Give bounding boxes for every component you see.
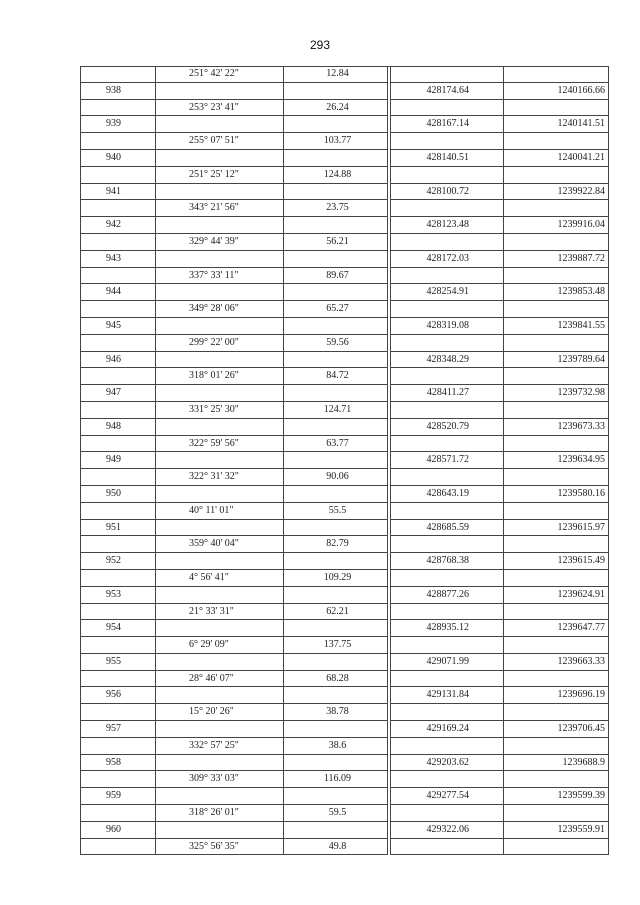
northing-cell: 1239599.39 <box>504 788 609 805</box>
distance-cell <box>284 318 388 335</box>
northing-cell: 1239673.33 <box>504 419 609 436</box>
bearing-cell: 325° 56' 35" <box>156 839 284 856</box>
northing-cell <box>504 536 609 553</box>
northing-cell <box>504 436 609 453</box>
bearing-cell: 343° 21' 56" <box>156 200 284 217</box>
bearing-cell <box>156 486 284 503</box>
distance-cell <box>284 452 388 469</box>
point-number-cell <box>80 503 156 520</box>
northing-cell: 1239663.33 <box>504 654 609 671</box>
table-row <box>80 436 609 453</box>
table-row <box>80 755 609 772</box>
bearing-cell <box>156 755 284 772</box>
northing-cell <box>504 200 609 217</box>
point-number-cell <box>80 704 156 721</box>
northing-cell: 1239624.91 <box>504 587 609 604</box>
easting-cell <box>390 839 504 856</box>
northing-cell <box>504 570 609 587</box>
bearing-cell: 40° 11' 01" <box>156 503 284 520</box>
bearing-cell: 15° 20' 26" <box>156 704 284 721</box>
distance-cell <box>284 687 388 704</box>
northing-cell <box>504 469 609 486</box>
distance-cell <box>284 788 388 805</box>
point-number-cell: 944 <box>80 284 156 301</box>
survey-coordinate-table <box>80 66 609 855</box>
bearing-cell <box>156 721 284 738</box>
table-row <box>80 805 609 822</box>
easting-cell <box>390 66 504 83</box>
northing-cell <box>504 771 609 788</box>
easting-cell <box>390 704 504 721</box>
table-row <box>80 200 609 217</box>
distance-cell: 109.29 <box>284 570 388 587</box>
easting-cell: 428685.59 <box>390 520 504 537</box>
northing-cell: 1239696.19 <box>504 687 609 704</box>
easting-cell: 428643.19 <box>390 486 504 503</box>
easting-cell <box>390 536 504 553</box>
easting-cell: 429169.24 <box>390 721 504 738</box>
northing-cell: 1239789.64 <box>504 352 609 369</box>
bearing-cell: 4° 56' 41" <box>156 570 284 587</box>
easting-cell <box>390 503 504 520</box>
northing-cell: 1240166.66 <box>504 83 609 100</box>
easting-cell <box>390 200 504 217</box>
point-number-cell: 939 <box>80 116 156 133</box>
bearing-cell: 251° 25' 12" <box>156 167 284 184</box>
northing-cell <box>504 167 609 184</box>
table-row <box>80 503 609 520</box>
table-row <box>80 133 609 150</box>
bearing-cell: 318° 01' 26" <box>156 368 284 385</box>
easting-cell <box>390 604 504 621</box>
bearing-cell <box>156 116 284 133</box>
distance-cell: 59.56 <box>284 335 388 352</box>
point-number-cell: 945 <box>80 318 156 335</box>
easting-cell: 429071.99 <box>390 654 504 671</box>
bearing-cell <box>156 217 284 234</box>
distance-cell: 124.88 <box>284 167 388 184</box>
point-number-cell <box>80 368 156 385</box>
table-row <box>80 167 609 184</box>
easting-cell: 428520.79 <box>390 419 504 436</box>
table-row <box>80 385 609 402</box>
table-row <box>80 570 609 587</box>
table-row <box>80 318 609 335</box>
bearing-cell: 322° 59' 56" <box>156 436 284 453</box>
bearing-cell <box>156 520 284 537</box>
point-number-cell <box>80 637 156 654</box>
distance-cell: 124.71 <box>284 402 388 419</box>
table-row <box>80 419 609 436</box>
point-number-cell: 955 <box>80 654 156 671</box>
distance-cell: 38.6 <box>284 738 388 755</box>
bearing-cell: 299° 22' 00" <box>156 335 284 352</box>
northing-cell: 1239580.16 <box>504 486 609 503</box>
point-number-cell: 947 <box>80 385 156 402</box>
northing-cell: 1239887.72 <box>504 251 609 268</box>
northing-cell: 1239559.91 <box>504 822 609 839</box>
northing-cell <box>504 268 609 285</box>
point-number-cell <box>80 469 156 486</box>
table-row <box>80 116 609 133</box>
easting-cell: 428348.29 <box>390 352 504 369</box>
northing-cell <box>504 66 609 83</box>
northing-cell <box>504 671 609 688</box>
easting-cell: 428319.08 <box>390 318 504 335</box>
northing-cell: 1239841.55 <box>504 318 609 335</box>
table-row <box>80 83 609 100</box>
distance-cell: 103.77 <box>284 133 388 150</box>
bearing-cell <box>156 654 284 671</box>
northing-cell <box>504 133 609 150</box>
point-number-cell <box>80 839 156 856</box>
distance-cell: 63.77 <box>284 436 388 453</box>
easting-cell: 428877.26 <box>390 587 504 604</box>
distance-cell <box>284 822 388 839</box>
distance-cell <box>284 385 388 402</box>
bearing-cell: 332° 57' 25" <box>156 738 284 755</box>
table-row <box>80 469 609 486</box>
table-row <box>80 486 609 503</box>
table-row <box>80 587 609 604</box>
easting-cell <box>390 402 504 419</box>
table-row <box>80 721 609 738</box>
easting-cell: 428768.38 <box>390 553 504 570</box>
distance-cell: 116.09 <box>284 771 388 788</box>
table-row <box>80 536 609 553</box>
table-row <box>80 520 609 537</box>
distance-cell <box>284 284 388 301</box>
table-row <box>80 771 609 788</box>
distance-cell <box>284 251 388 268</box>
bearing-cell <box>156 822 284 839</box>
bearing-cell <box>156 83 284 100</box>
distance-cell <box>284 520 388 537</box>
point-number-cell <box>80 570 156 587</box>
northing-cell <box>504 704 609 721</box>
point-number-cell: 950 <box>80 486 156 503</box>
table-row <box>80 788 609 805</box>
bearing-cell: 253° 23' 41" <box>156 100 284 117</box>
easting-cell: 428254.91 <box>390 284 504 301</box>
table-row <box>80 637 609 654</box>
distance-cell: 12.84 <box>284 66 388 83</box>
easting-cell <box>390 436 504 453</box>
point-number-cell <box>80 234 156 251</box>
northing-cell <box>504 335 609 352</box>
easting-cell: 428174.64 <box>390 83 504 100</box>
table-row <box>80 654 609 671</box>
easting-cell: 428167.14 <box>390 116 504 133</box>
northing-cell: 1239916.04 <box>504 217 609 234</box>
table-row <box>80 402 609 419</box>
table-row <box>80 839 609 856</box>
easting-cell: 428935.12 <box>390 620 504 637</box>
bearing-cell <box>156 620 284 637</box>
distance-cell <box>284 654 388 671</box>
table-row <box>80 100 609 117</box>
bearing-cell: 21° 33' 31" <box>156 604 284 621</box>
bearing-cell: 255° 07' 51" <box>156 133 284 150</box>
point-number-cell <box>80 200 156 217</box>
easting-cell <box>390 100 504 117</box>
easting-cell: 428571.72 <box>390 452 504 469</box>
point-number-cell: 951 <box>80 520 156 537</box>
table-row <box>80 66 609 83</box>
point-number-cell <box>80 604 156 621</box>
point-number-cell: 954 <box>80 620 156 637</box>
distance-cell: 59.5 <box>284 805 388 822</box>
easting-cell <box>390 671 504 688</box>
bearing-cell <box>156 553 284 570</box>
bearing-cell: 337° 33' 11" <box>156 268 284 285</box>
bearing-cell <box>156 150 284 167</box>
distance-cell <box>284 83 388 100</box>
bearing-cell: 329° 44' 39" <box>156 234 284 251</box>
point-number-cell: 943 <box>80 251 156 268</box>
easting-cell: 428411.27 <box>390 385 504 402</box>
point-number-cell <box>80 167 156 184</box>
northing-cell: 1239647.77 <box>504 620 609 637</box>
distance-cell: 137.75 <box>284 637 388 654</box>
easting-cell <box>390 771 504 788</box>
easting-cell: 429203.62 <box>390 755 504 772</box>
point-number-cell: 957 <box>80 721 156 738</box>
distance-cell: 55.5 <box>284 503 388 520</box>
table-row <box>80 553 609 570</box>
table-row <box>80 620 609 637</box>
northing-cell: 1239706.45 <box>504 721 609 738</box>
point-number-cell <box>80 335 156 352</box>
bearing-cell: 322° 31' 32" <box>156 469 284 486</box>
table-row <box>80 301 609 318</box>
point-number-cell <box>80 738 156 755</box>
northing-cell <box>504 805 609 822</box>
table-row <box>80 671 609 688</box>
bearing-cell <box>156 318 284 335</box>
bearing-cell: 318° 26' 01" <box>156 805 284 822</box>
northing-cell <box>504 301 609 318</box>
easting-cell <box>390 805 504 822</box>
distance-cell <box>284 587 388 604</box>
point-number-cell <box>80 133 156 150</box>
distance-cell <box>284 184 388 201</box>
bearing-cell <box>156 385 284 402</box>
easting-cell <box>390 268 504 285</box>
bearing-cell: 251° 42' 22" <box>156 66 284 83</box>
distance-cell <box>284 553 388 570</box>
distance-cell: 68.28 <box>284 671 388 688</box>
bearing-cell: 359° 40' 04" <box>156 536 284 553</box>
table-row <box>80 704 609 721</box>
northing-cell: 1239615.49 <box>504 553 609 570</box>
easting-cell <box>390 469 504 486</box>
easting-cell: 428100.72 <box>390 184 504 201</box>
table-row <box>80 352 609 369</box>
point-number-cell: 959 <box>80 788 156 805</box>
northing-cell <box>504 100 609 117</box>
bearing-cell: 28° 46' 07" <box>156 671 284 688</box>
point-number-cell <box>80 66 156 83</box>
easting-cell: 428140.51 <box>390 150 504 167</box>
easting-cell: 429277.54 <box>390 788 504 805</box>
bearing-cell: 6° 29' 09" <box>156 637 284 654</box>
distance-cell: 84.72 <box>284 368 388 385</box>
distance-cell: 82.79 <box>284 536 388 553</box>
distance-cell: 62.21 <box>284 604 388 621</box>
point-number-cell <box>80 671 156 688</box>
point-number-cell: 940 <box>80 150 156 167</box>
northing-cell: 1239615.97 <box>504 520 609 537</box>
northing-cell <box>504 503 609 520</box>
point-number-cell: 942 <box>80 217 156 234</box>
point-number-cell: 946 <box>80 352 156 369</box>
distance-cell: 23.75 <box>284 200 388 217</box>
bearing-cell <box>156 352 284 369</box>
page-number: 293 <box>309 38 331 52</box>
northing-cell: 1239634.95 <box>504 452 609 469</box>
table-row <box>80 217 609 234</box>
bearing-cell <box>156 587 284 604</box>
easting-cell <box>390 570 504 587</box>
bearing-cell <box>156 788 284 805</box>
table-row <box>80 687 609 704</box>
point-number-cell <box>80 436 156 453</box>
bearing-cell <box>156 687 284 704</box>
point-number-cell: 960 <box>80 822 156 839</box>
table-row <box>80 368 609 385</box>
distance-cell <box>284 620 388 637</box>
bearing-cell <box>156 184 284 201</box>
distance-cell <box>284 486 388 503</box>
point-number-cell: 941 <box>80 184 156 201</box>
point-number-cell <box>80 805 156 822</box>
point-number-cell: 949 <box>80 452 156 469</box>
table-row <box>80 738 609 755</box>
northing-cell: 1239732.98 <box>504 385 609 402</box>
easting-cell <box>390 738 504 755</box>
point-number-cell <box>80 771 156 788</box>
point-number-cell: 948 <box>80 419 156 436</box>
distance-cell <box>284 352 388 369</box>
point-number-cell <box>80 402 156 419</box>
point-number-cell <box>80 536 156 553</box>
bearing-cell <box>156 251 284 268</box>
bearing-cell <box>156 452 284 469</box>
bearing-cell: 331° 25' 30" <box>156 402 284 419</box>
distance-cell: 90.06 <box>284 469 388 486</box>
table-row <box>80 251 609 268</box>
distance-cell <box>284 150 388 167</box>
easting-cell: 428123.48 <box>390 217 504 234</box>
distance-cell: 65.27 <box>284 301 388 318</box>
easting-cell <box>390 133 504 150</box>
northing-cell: 1240141.51 <box>504 116 609 133</box>
northing-cell <box>504 738 609 755</box>
distance-cell <box>284 755 388 772</box>
northing-cell <box>504 637 609 654</box>
northing-cell <box>504 402 609 419</box>
northing-cell <box>504 368 609 385</box>
bearing-cell: 309° 33' 03" <box>156 771 284 788</box>
easting-cell: 428172.03 <box>390 251 504 268</box>
point-number-cell: 952 <box>80 553 156 570</box>
distance-cell: 89.67 <box>284 268 388 285</box>
table-row <box>80 452 609 469</box>
northing-cell: 1239688.9 <box>504 755 609 772</box>
point-number-cell: 958 <box>80 755 156 772</box>
easting-cell <box>390 335 504 352</box>
easting-cell <box>390 368 504 385</box>
northing-cell <box>504 839 609 856</box>
point-number-cell: 938 <box>80 83 156 100</box>
table-row <box>80 335 609 352</box>
bearing-cell <box>156 419 284 436</box>
table-row <box>80 234 609 251</box>
bearing-cell: 349° 28' 06" <box>156 301 284 318</box>
distance-cell <box>284 721 388 738</box>
point-number-cell <box>80 100 156 117</box>
northing-cell: 1240041.21 <box>504 150 609 167</box>
point-number-cell <box>80 301 156 318</box>
bearing-cell <box>156 284 284 301</box>
distance-cell <box>284 419 388 436</box>
easting-cell <box>390 637 504 654</box>
distance-cell: 49.8 <box>284 839 388 856</box>
distance-cell: 38.78 <box>284 704 388 721</box>
distance-cell <box>284 116 388 133</box>
northing-cell: 1239922.84 <box>504 184 609 201</box>
distance-cell <box>284 217 388 234</box>
easting-cell <box>390 301 504 318</box>
point-number-cell: 953 <box>80 587 156 604</box>
table-row <box>80 822 609 839</box>
table-row <box>80 150 609 167</box>
easting-cell: 429131.84 <box>390 687 504 704</box>
northing-cell <box>504 234 609 251</box>
northing-cell <box>504 604 609 621</box>
easting-cell <box>390 167 504 184</box>
northing-cell: 1239853.48 <box>504 284 609 301</box>
table-row <box>80 268 609 285</box>
table-row <box>80 284 609 301</box>
distance-cell: 56.21 <box>284 234 388 251</box>
point-number-cell: 956 <box>80 687 156 704</box>
table-row <box>80 184 609 201</box>
easting-cell <box>390 234 504 251</box>
point-number-cell <box>80 268 156 285</box>
easting-cell: 429322.06 <box>390 822 504 839</box>
distance-cell: 26.24 <box>284 100 388 117</box>
table-row <box>80 604 609 621</box>
